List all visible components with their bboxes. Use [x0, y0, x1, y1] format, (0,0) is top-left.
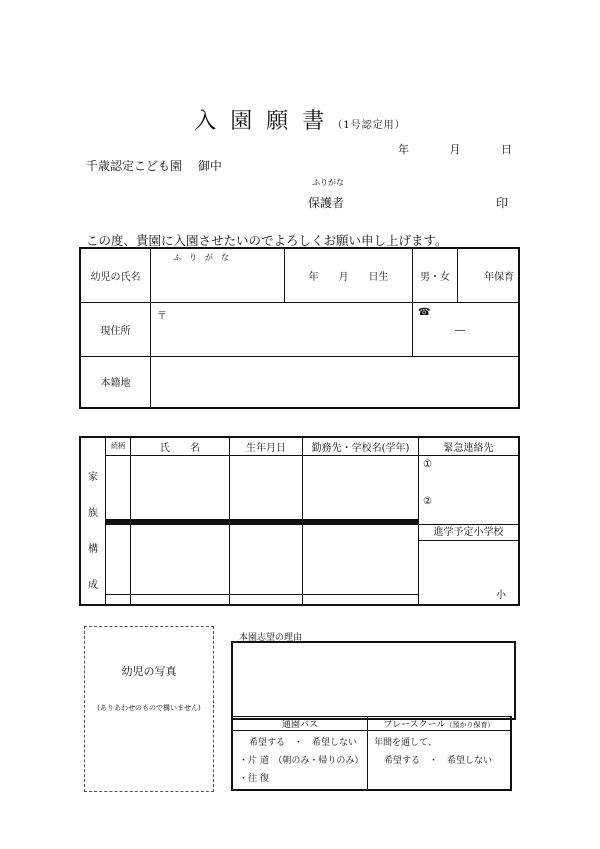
intro-text: この度、貴園に入園させたいのでよろしくお願い申し上げます。 — [86, 233, 448, 248]
reason-field[interactable] — [231, 641, 516, 720]
preschool-year-round: 年間を通して、 — [374, 738, 437, 748]
workplace-cell[interactable] — [303, 595, 419, 606]
phone-dash: ― — [455, 324, 465, 336]
relation-cell[interactable] — [106, 524, 131, 594]
name-cell[interactable] — [131, 455, 230, 519]
preschool-options[interactable] — [368, 731, 512, 791]
guardian-line — [308, 194, 508, 211]
photo-note: (ありあわせのもので構いません) — [97, 704, 201, 712]
addressee: 千歳認定こども園 御中 — [86, 159, 222, 173]
date-line — [369, 141, 512, 157]
emergency-contact-cell[interactable] — [419, 455, 520, 524]
school-cell[interactable] — [419, 524, 520, 605]
contact-1-label: ① — [423, 458, 432, 470]
bus-oneway: ・片 道 （朝のみ・帰りのみ） — [239, 756, 364, 766]
relation-cell[interactable] — [106, 595, 131, 606]
domicile-field[interactable] — [151, 356, 520, 408]
school-suffix: 小 — [496, 590, 506, 601]
child-info-table — [79, 247, 520, 409]
domicile-label: 本籍地 — [80, 356, 151, 408]
postal-icon: 〒 — [157, 310, 167, 322]
school-label: 進学予定小学校 — [419, 525, 518, 541]
name-cell[interactable] — [131, 595, 230, 606]
child-furigana-label: ふ り が な — [173, 253, 229, 262]
year-label: 年 — [398, 143, 409, 156]
contact-2-label: ② — [423, 495, 432, 507]
page-subtitle: （1号認定用） — [332, 120, 406, 131]
child-name-field[interactable] — [151, 248, 285, 302]
family-table — [79, 436, 520, 606]
workplace-header: 勤務先・学校名(学年) — [303, 437, 419, 455]
preschool-header: プレースクール（預かり保育） — [368, 717, 512, 731]
child-name-label: 幼児の氏名 — [80, 248, 151, 302]
emergency-header: 緊急連絡先 — [419, 437, 520, 455]
birthdate-cell[interactable] — [230, 595, 303, 606]
phone-icon: ☎ — [418, 306, 431, 318]
preschool-choice: 希望する ・ 希望しない — [384, 756, 493, 766]
nursery-years-field[interactable]: 年保育 — [458, 248, 520, 302]
birthdate-cell[interactable] — [230, 455, 303, 519]
guardian-label: 保護者 — [308, 196, 345, 210]
day-label: 日 — [501, 143, 512, 156]
phone-field[interactable] — [413, 302, 520, 356]
guardian-furigana: ふりがな — [312, 178, 344, 187]
preschool-header-note: （預かり保育） — [445, 721, 495, 729]
birthdate-header: 生年月日 — [230, 437, 303, 455]
bus-choice: 希望する ・ 希望しない — [249, 738, 358, 748]
options-table — [231, 716, 512, 791]
name-cell[interactable] — [131, 524, 230, 594]
family-section-label: 家 族 構 成 — [80, 437, 106, 605]
birthdate-cell[interactable] — [230, 524, 303, 594]
workplace-cell[interactable] — [303, 455, 419, 519]
relation-cell[interactable] — [106, 455, 131, 519]
seal-label: 印 — [495, 196, 508, 210]
name-header: 氏 名 — [131, 437, 230, 455]
photo-title: 幼児の写真 — [121, 665, 177, 678]
birth-field[interactable]: 年 月 日生 — [285, 248, 413, 302]
sex-field[interactable]: 男・女 — [413, 248, 458, 302]
bus-options[interactable] — [232, 731, 368, 791]
relation-header: 続柄 — [106, 437, 131, 455]
month-label: 月 — [449, 143, 461, 156]
bus-roundtrip: ・往 復 — [239, 774, 269, 784]
page-title: 入園願書（1号認定用） — [194, 109, 406, 134]
reason-label: 本園志望の理由 — [239, 633, 303, 643]
address-field[interactable] — [151, 302, 413, 356]
photo-box[interactable] — [84, 626, 214, 792]
bus-header: 通園バス — [232, 717, 368, 731]
address-label: 現住所 — [80, 302, 151, 356]
workplace-cell[interactable] — [303, 524, 419, 594]
